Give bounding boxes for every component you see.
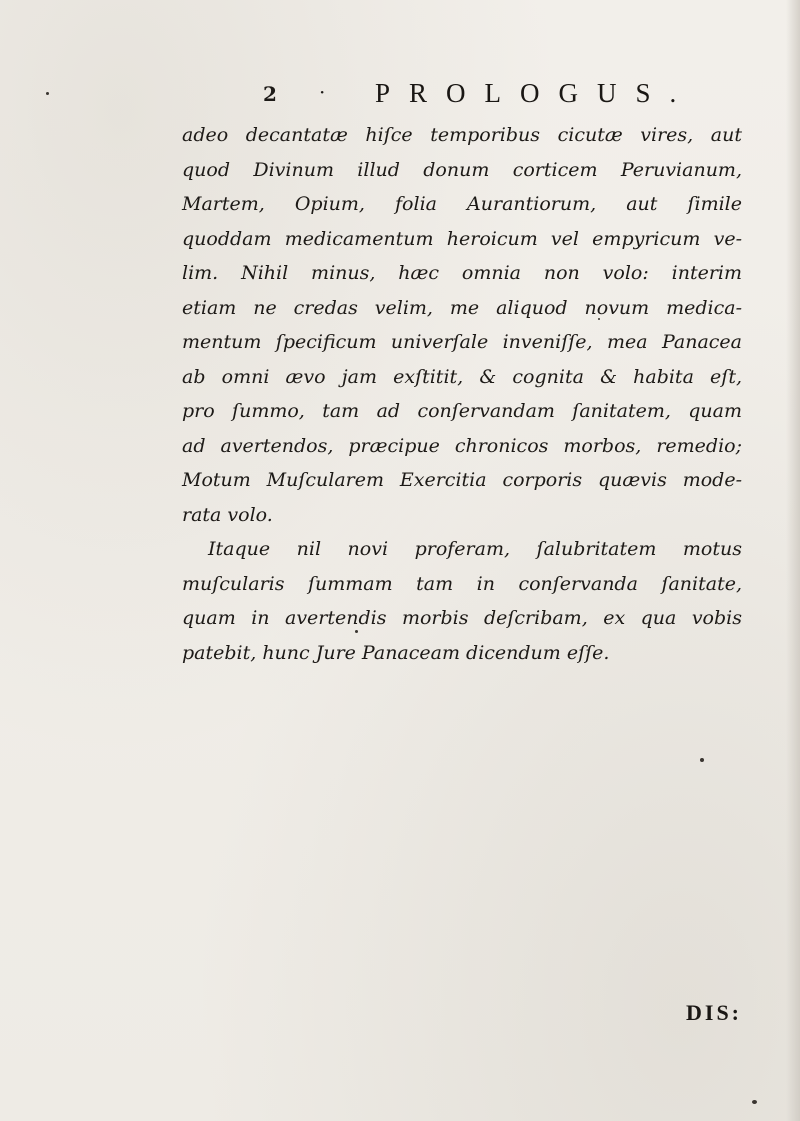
text-line: etiam ne credas velim, me aliquod novum medica-	[182, 296, 742, 319]
text-line: patebit, hunc Jure Panaceam dicendum eſſe.	[182, 641, 610, 664]
ink-speck	[752, 1100, 757, 1104]
page-title: PROLOGUS.	[375, 78, 696, 108]
text-line: Motum Muſcularem Exercitia corporis quævis mode-	[182, 469, 742, 491]
running-head	[263, 78, 723, 114]
text-line: quod Divinum illud donum corticem Peruvianum,	[182, 158, 742, 181]
ink-speck	[700, 758, 704, 762]
text-line: quam in avertendis morbis deſcribam, ex qua vobis	[182, 607, 742, 629]
ink-speck	[46, 92, 49, 95]
ink-speck	[355, 630, 358, 633]
text-line: adeo decantatæ hiſce temporibus cicutæ vires, aut	[182, 124, 742, 146]
ink-speck	[598, 318, 600, 320]
text-line: rata volo.	[182, 503, 273, 526]
text-line: mentum ſpecificum univerſale inveniſſe, mea Panacea	[182, 331, 742, 353]
head-separator: ·	[319, 80, 326, 104]
text-line: ab omni ævo jam exſtitit, & cognita & habita eſt,	[182, 365, 742, 388]
text-line: pro ſummo, tam ad conſervandam ſanitatem, quam	[182, 400, 742, 422]
page-number: 2	[263, 82, 277, 106]
catchword: DIS:	[686, 1000, 743, 1025]
text-line: lim. Nihil minus, hæc omnia non volo: interim	[182, 262, 742, 284]
text-line: Itaque nil novi proferam, ſalubritatem motus	[208, 538, 742, 560]
text-line: Martem, Opium, folia Aurantiorum, aut ſimile	[182, 193, 742, 215]
text-line: muſcularis ſummam tam in conſervanda ſanitate,	[182, 572, 742, 595]
page-edge-shadow	[786, 0, 800, 1121]
text-line: ad avertendos, præcipue chronicos morbos, remedio;	[182, 434, 742, 457]
text-line: quoddam medicamentum heroicum vel empyricum ve-	[182, 227, 742, 250]
body-text	[182, 118, 742, 670]
